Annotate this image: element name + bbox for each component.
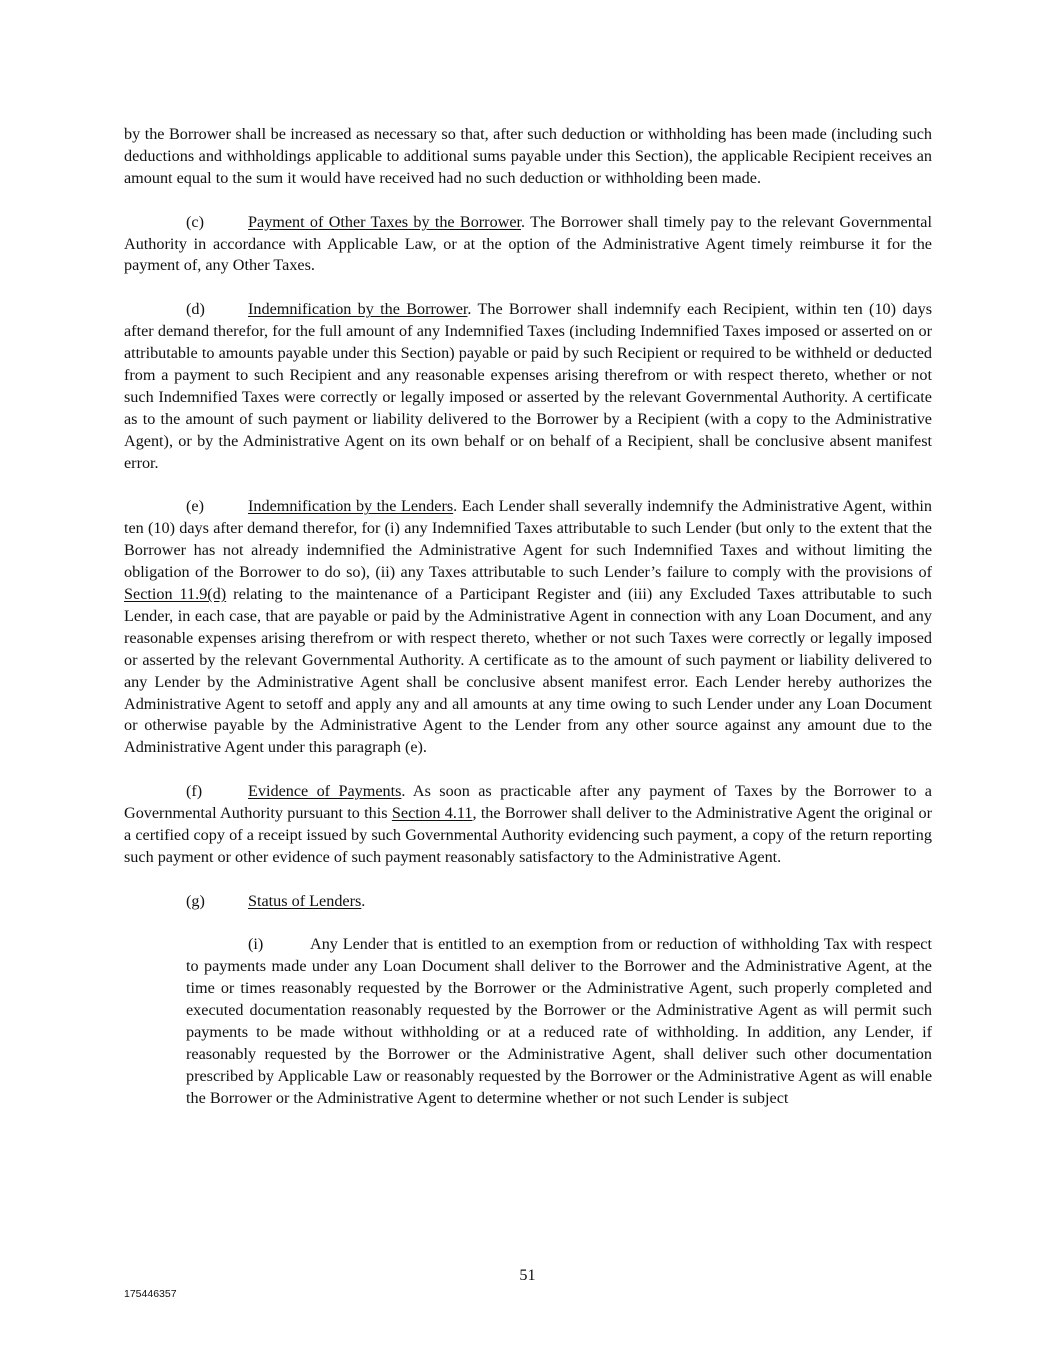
paragraph-e-marker: (e) <box>186 497 204 516</box>
paragraph-g <box>186 891 932 913</box>
paragraph-g-marker: (g) <box>186 891 205 910</box>
paragraph-f <box>124 781 932 869</box>
paragraph-c-heading: Payment of Other Taxes by the Borrower <box>248 212 522 231</box>
paragraph-d-text: . The Borrower shall indemnify each Recipient, within ten (10) days after demand therefor, for the full amount of any Indemnified Taxes (including Indemnified Taxes imposed or asserted on or attributable to amounts payable under this Section) payable or paid by such Recipient or required to be withheld or deducted from a payment to such Recipient and any reasonable expenses arising therefrom or with respect thereto, whether or not such Indemnified Taxes were correctly or legally imposed or asserted by the relevant Governmental Authority. A certificate as to the amount of such payment or liability delivered to the Borrower by a Recipient (with a copy to the Administrative Agent), or by the Administrative Agent on its own behalf or on behalf of a Recipient, shall be conclusive absent manifest error. <box>124 300 932 472</box>
paragraph-f-text-after: , the Borrower shall deliver to the Administrative Agent the original or a certified copy of a receipt issued by such Governmental Authority evidencing such payment, a copy of the return reporting such payment or other evidence of such payment reasonably satisfactory to the Administrative Agent. <box>124 804 932 866</box>
paragraph-e-heading: Indemnification by the Lenders <box>248 497 454 516</box>
paragraph-d-marker: (d) <box>186 300 205 319</box>
paragraph-d <box>124 299 932 474</box>
page-number: 51 <box>519 1266 536 1284</box>
paragraph-g-i <box>186 934 932 1109</box>
document-id: 175446357 <box>124 1288 177 1300</box>
paragraph-g-text: . <box>361 891 366 910</box>
paragraph-e-text-before: . Each Lender shall severally indemnify the Administrative Agent, within ten (10) days after demand therefor, for (i) any Indemnified Taxes attributable to such Lender (but only to the extent that the Borrower has not already indemnified the Administrative Agent for such Indemnified Taxes and without limiting the obligation of the Borrower to do so), (ii) any Taxes attributable to such Lender’s failure to comply with the provisions of <box>124 497 933 582</box>
paragraph-g-i-marker: (i) <box>248 935 264 954</box>
paragraph-e <box>124 496 932 759</box>
paragraph-d-heading: Indemnification by the Borrower <box>248 300 468 319</box>
paragraph-g-heading: Status of Lenders <box>248 891 362 910</box>
paragraph-e-text-after: relating to the maintenance of a Participant Register and (iii) any Excluded Taxes attributable to such Lender, in each case, that are payable or paid by the Administrative Agent in connection with any Loan Document, and any reasonable expenses arising therefrom or with respect thereto, whether or not such Taxes were correctly or legally imposed or asserted by the relevant Governmental Authority. A certificate as to the amount of such payment or liability delivered to any Lender by the Administrative Agent shall be conclusive absent manifest error. Each Lender hereby authorizes the Administrative Agent to setoff and apply any and all amounts at any time owing to such Lender under any Loan Document or otherwise payable by the Administrative Agent to the Lender from any other source against any amount due to the Administrative Agent under this paragraph (e). <box>124 584 932 757</box>
paragraph-f-heading: Evidence of Payments <box>248 782 402 801</box>
section-reference-link: Section 4.11 <box>391 804 473 823</box>
paragraph-f-text-before: . As soon as practicable after any payment of Taxes by the Borrower to a Governmental Authority pursuant to this <box>124 782 932 823</box>
paragraph-g-i-text: Any Lender that is entitled to an exemption from or reduction of withholding Tax with respect to payments made under any Loan Document shall deliver to the Borrower and the Administrative Agent, at the time or times reasonably requested by the Borrower or the Administrative Agent, such properly completed and executed documentation reasonably requested by the Borrower or the Administrative Agent as will permit such payments to be made without withholding or at a reduced rate of withholding. In addition, any Lender, if reasonably requested by the Borrower or the Administrative Agent, shall deliver such other documentation prescribed by Applicable Law or reasonably requested by the Borrower or the Administrative Agent as will enable the Borrower or the Administrative Agent to determine whether or not such Lender is subject <box>186 935 932 1107</box>
paragraph-c-text: . The Borrower shall timely pay to the relevant Governmental Authority in accordance with Applicable Law, or at the option of the Administrative Agent timely reimburse it for the payment of, any Other Taxes. <box>124 212 932 275</box>
paragraph-intro: by the Borrower shall be increased as necessary so that, after such deduction or withholding has been made (including such deductions and withholdings applicable to additional sums payable under this Section), the applicable Recipient receives an amount equal to the sum it would have received had no such deduction or withholding been made. <box>124 125 932 187</box>
paragraph-f-marker: (f) <box>186 782 203 801</box>
document-body <box>124 124 932 1132</box>
section-reference-link: Section 11.9(d) <box>124 584 227 603</box>
paragraph-c <box>124 212 932 278</box>
paragraph-c-marker: (c) <box>186 212 204 231</box>
